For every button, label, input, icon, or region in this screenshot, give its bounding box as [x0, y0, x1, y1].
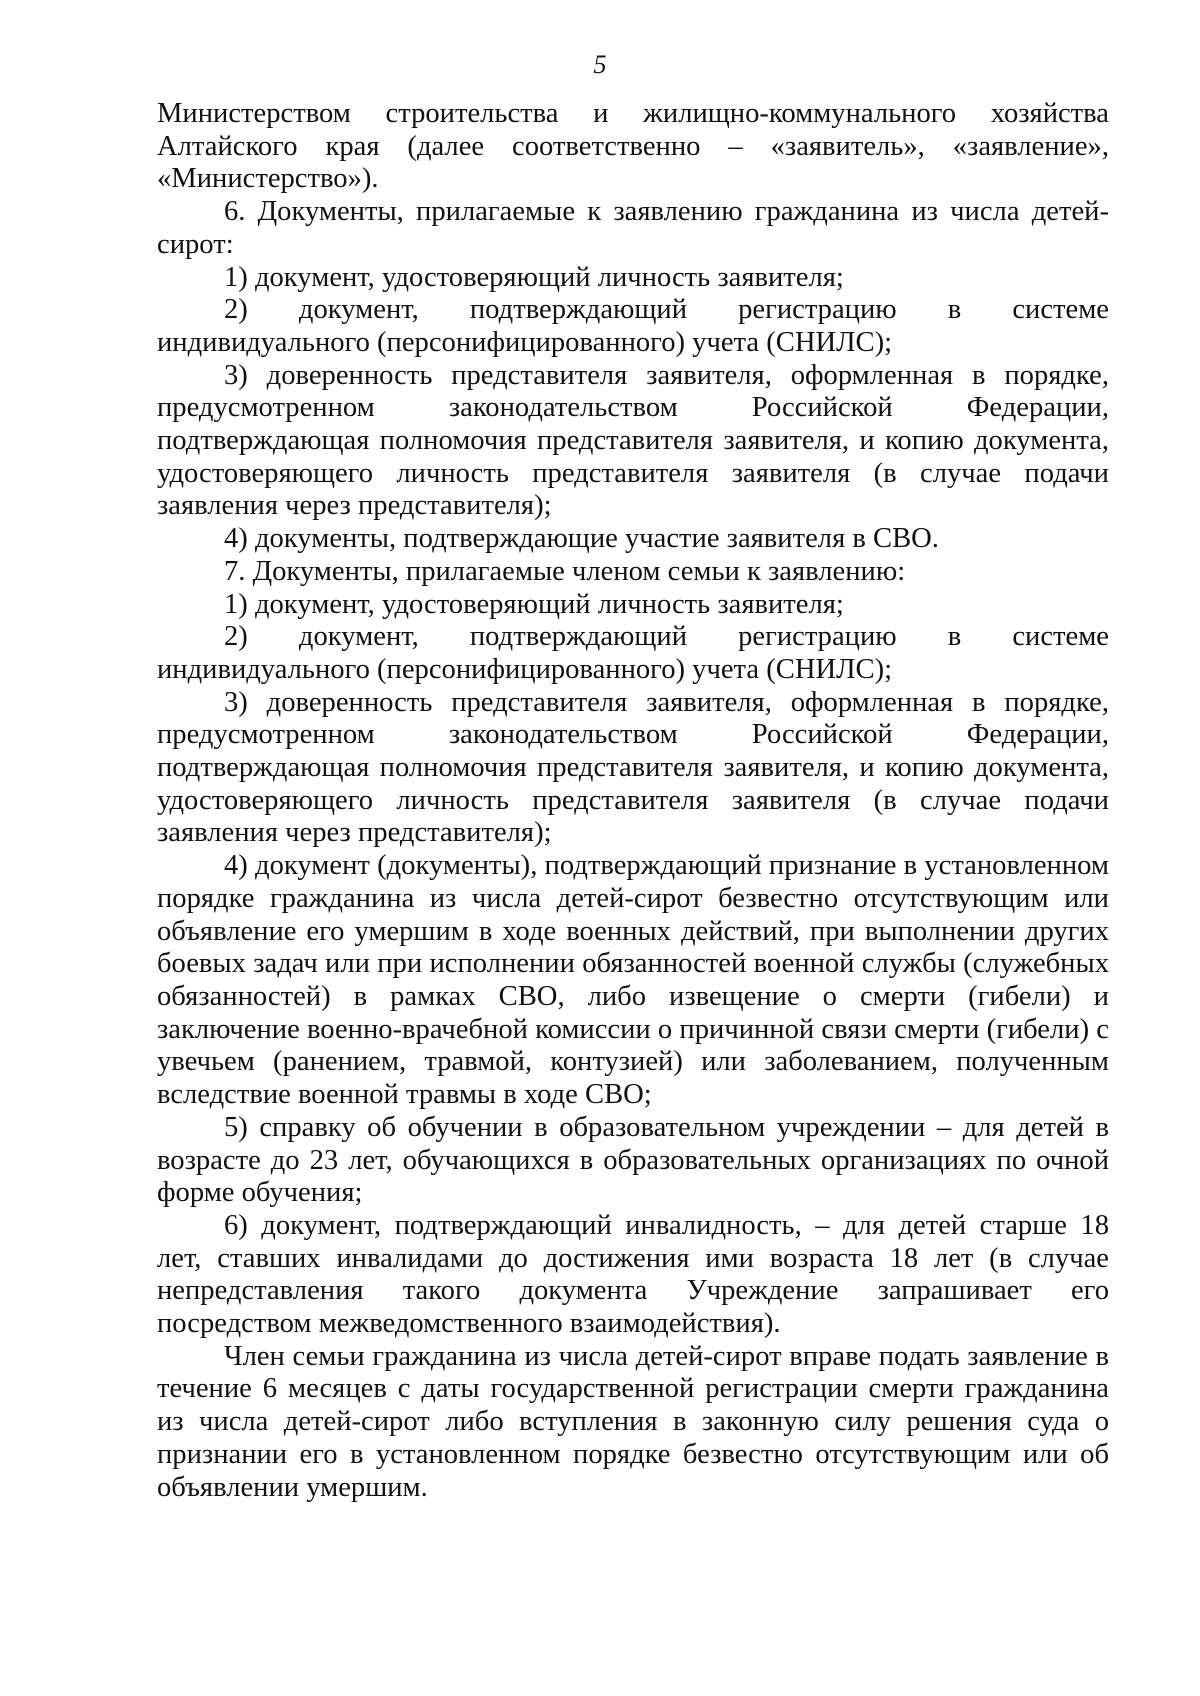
paragraph-item-6-1: 1) документ, удостоверяющий личность заявителя; — [224, 261, 844, 293]
paragraph-item-7-3: 3) доверенность представителя заявителя, оформленная в порядке, предусмотренном законодательством Российской Федерации, подтверждающая полномочия представителя заявителя, и копию документа, удостоверяющего личность представителя заявителя (в случае подачи заявления через представителя); — [157, 686, 1109, 849]
paragraph-item-7-heading: 7. Документы, прилагаемые членом семьи к заявлению: — [224, 555, 906, 587]
paragraph-item-7-6: 6) документ, подтверждающий инвалидность, – для детей старше 18 лет, ставших инвалидами до достижения ими возраста 18 лет (в случае непредставления такого документа Учреждение запрашивает его посредством межведомственного взаимодействия). — [157, 1209, 1109, 1340]
page-number: 5 — [593, 50, 607, 79]
paragraph-item-6-4: 4) документы, подтверждающие участие заявителя в СВО. — [224, 523, 939, 555]
paragraph-item-6-2: 2) документ, подтверждающий регистрацию в системе индивидуального (персонифицированного) учета (СНИЛС); — [157, 294, 1109, 358]
paragraph-item-6-3: 3) доверенность представителя заявителя, оформленная в порядке, предусмотренном законодательством Российской Федерации, подтверждающая полномочия представителя заявителя, и копию документа, удостоверяющего личность представителя заявителя (в случае подачи заявления через представителя); — [157, 359, 1109, 522]
paragraph-item-7-5: 5) справку об обучении в образовательном учреждении – для детей в возрасте до 23 лет, обучающихся в образовательных организациях по очной форме обучения; — [157, 1111, 1109, 1209]
paragraph-continuation: Министерством строительства и жилищно-коммунального хозяйства Алтайского края (далее соответственно – «заявитель», «заявление», «Министерство»). — [157, 98, 1109, 195]
paragraph-family-member-right: Член семьи гражданина из числа детей-сирот вправе подать заявление в течение 6 месяцев с даты государственной регистрации смерти гражданина из числа детей-сирот либо вступления в законную силу решения суда о признании его в установленном порядке безвестно отсутствующим или об объявлении умершим. — [157, 1340, 1109, 1503]
paragraph-item-6-heading: 6. Документы, прилагаемые к заявлению гражданина из числа детей-сирот: — [157, 196, 1109, 260]
document-body — [157, 98, 1109, 1504]
paragraph-item-7-4: 4) документ (документы), подтверждающий признание в установленном порядке гражданина из числа детей-сирот безвестно отсутствующим или объявление его умершим в ходе военных действий, при выполнении других боевых задач или при исполнении обязанностей военной службы (служебных обязанностей) в рамках СВО, либо извещение о смерти (гибели) и заключение военно-врачебной комиссии о причинной связи смерти (гибели) с увечьем (ранением, травмой, контузией) или заболеванием, полученным вследствие военной травмы в ходе СВО; — [157, 850, 1109, 1111]
paragraph-item-7-1: 1) документ, удостоверяющий личность заявителя; — [224, 588, 844, 620]
paragraph-item-7-2: 2) документ, подтверждающий регистрацию в системе индивидуального (персонифицированного) учета (СНИЛС); — [157, 621, 1109, 685]
